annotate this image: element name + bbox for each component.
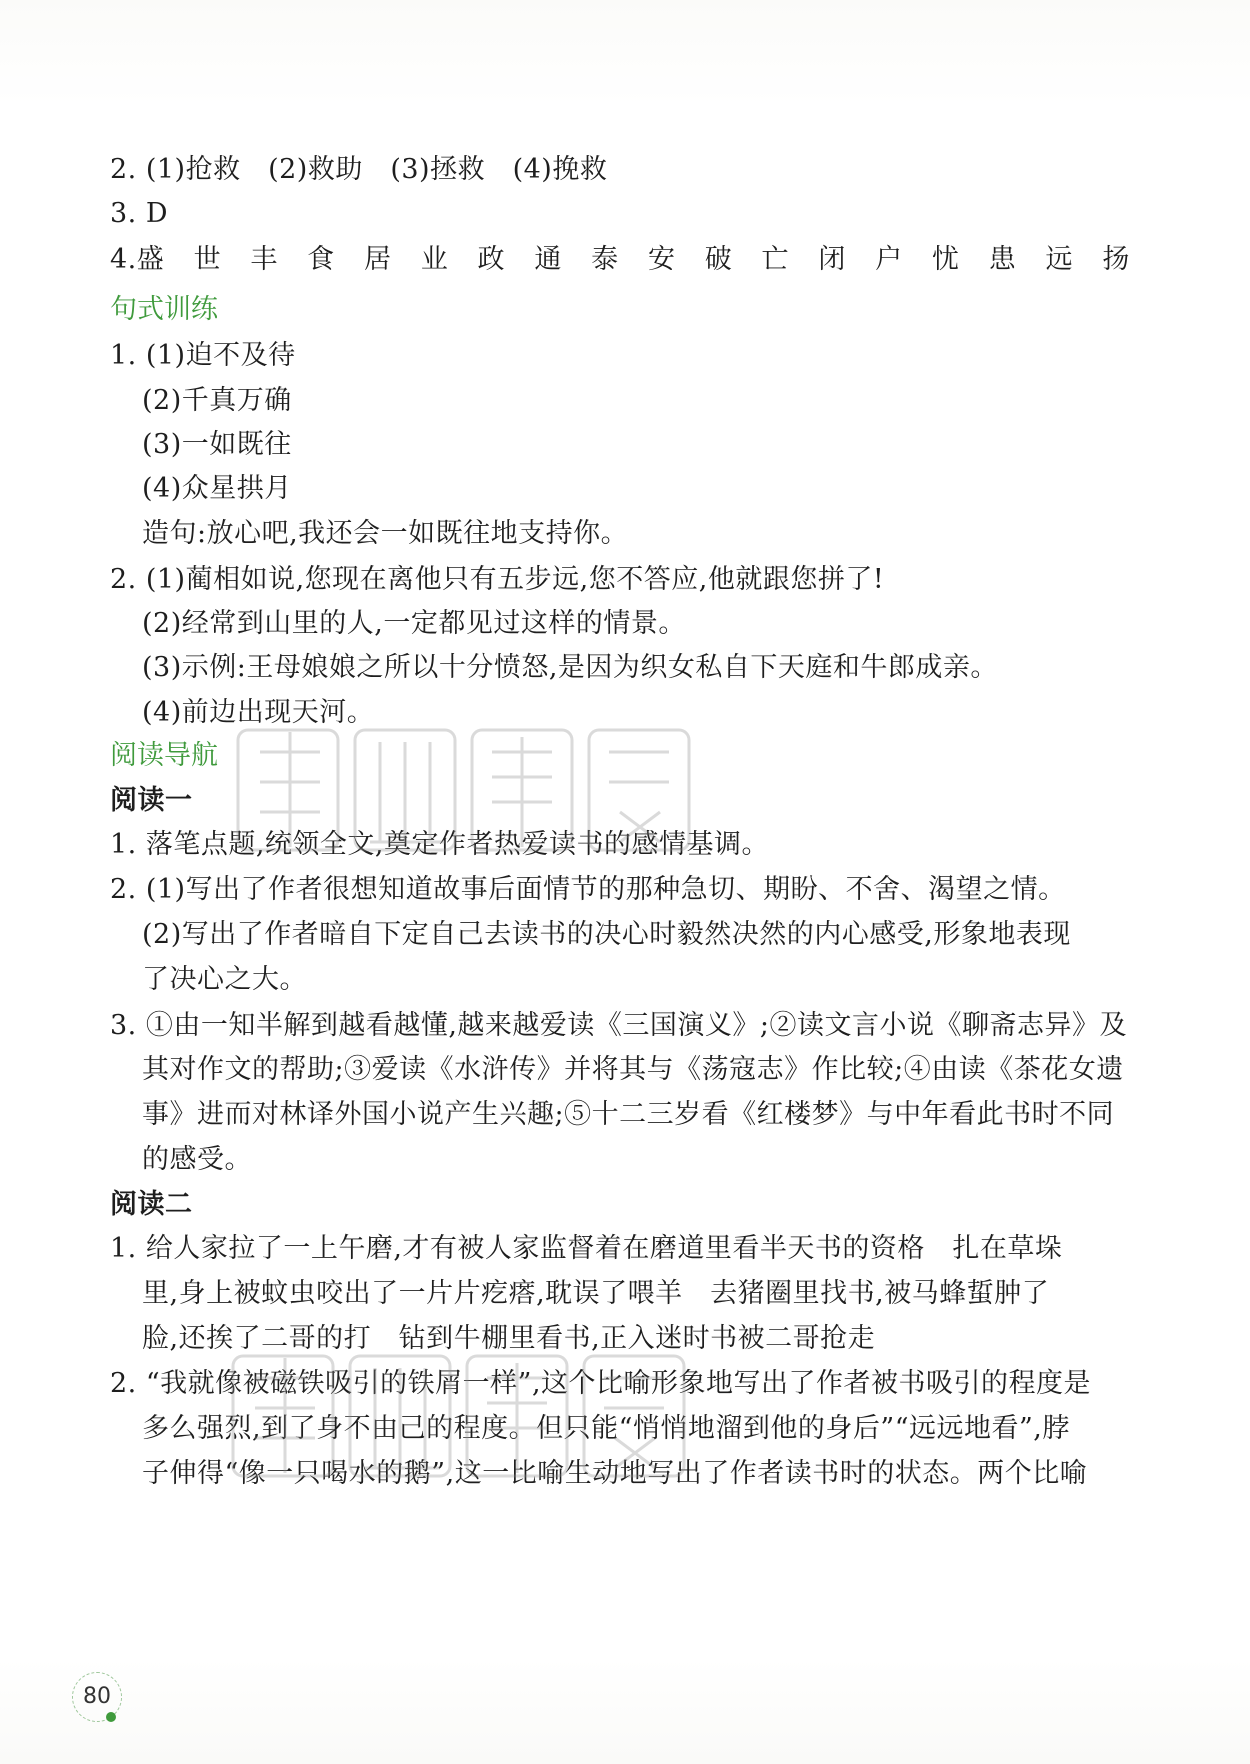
vocab-q4-char: 忧 <box>931 244 960 275</box>
vocab-q4-row <box>110 242 1130 278</box>
vocab-q4-char: 破 <box>704 244 733 275</box>
reading-two-q1-c: 脸,还挨了二哥的打 钻到牛棚里看书,正入迷时书被二哥抢走 <box>142 1323 876 1354</box>
reading-two-q2-b: 多么强烈,到了身不由己的程度。但只能“悄悄地溜到他的身后”“远远地看”,脖 <box>142 1413 1070 1444</box>
page-number-dot <box>106 1712 116 1722</box>
vocab-q4-char: 食 <box>307 244 335 275</box>
reading-one-q2-1: 2. (1)写出了作者很想知道故事后面情节的那种急切、期盼、不舍、渴望之情。 <box>110 874 1066 905</box>
sentence-q1-1: 1. (1)迫不及待 <box>110 340 296 371</box>
vocab-q4-char: 安 <box>647 244 676 275</box>
sentence-q1-3: (3)一如既往 <box>142 429 292 460</box>
vocab-q4 <box>110 242 1140 278</box>
reading-one-q3-c: 事》进而对林译外国小说产生兴趣;⑤十二三岁看《红楼梦》与中年看此书时不同 <box>142 1099 1115 1130</box>
reading-one-q3-b: 其对作文的帮助;③爱读《水浒传》并将其与《荡寇志》作比较;④由读《茶花女遗 <box>142 1054 1124 1085</box>
reading-one-q3-a: 3. ①由一知半解到越看越懂,越来越爱读《三国演义》;②读文言小说《聊斋志异》及 <box>110 1010 1128 1041</box>
reading-two-title: 阅读二 <box>110 1189 193 1220</box>
vocab-q4-char: 亡 <box>761 244 790 275</box>
section-heading-sentence-training: 句式训练 <box>110 294 218 325</box>
sentence-q2-4: (4)前边出现天河。 <box>142 697 375 728</box>
vocab-q4-char: 居 <box>363 244 392 275</box>
vocab-q4-char: 通 <box>534 244 562 275</box>
vocab-q4-char: 闭 <box>818 244 846 275</box>
reading-one-q2-2a: (2)写出了作者暗自下定自己去读书的决心时毅然决然的内心感受,形象地表现 <box>142 919 1071 950</box>
vocab-q4-prefix: 4.盛 <box>110 244 165 275</box>
vocab-q4-char: 患 <box>988 244 1017 275</box>
reading-one-title: 阅读一 <box>110 785 193 816</box>
sentence-q2-3: (3)示例:王母娘娘之所以十分愤怒,是因为织女私自下天庭和牛郎成亲。 <box>142 652 998 683</box>
vocab-q4-char: 丰 <box>250 244 278 275</box>
vocab-q3: 3. D <box>110 198 168 229</box>
vocab-q4-char: 远 <box>1045 244 1074 275</box>
vocab-q4-char: 业 <box>420 244 449 275</box>
vocab-q4-char: 泰 <box>591 244 619 275</box>
sentence-q2-1: 2. (1)蔺相如说,您现在离他只有五步远,您不答应,他就跟您拼了! <box>110 564 885 595</box>
section-heading-reading: 阅读导航 <box>110 740 218 771</box>
sentence-q1-4: (4)众星拱月 <box>142 473 292 504</box>
reading-one-q2-2b: 了决心之大。 <box>142 964 307 995</box>
reading-one-q1: 1. 落笔点题,统领全文,奠定作者热爱读书的感情基调。 <box>110 829 770 860</box>
page-number: 80 <box>72 1672 122 1722</box>
reading-two-q2-c: 子伸得“像一只喝水的鹅”,这一比喻生动地写出了作者读书时的状态。两个比喻 <box>142 1458 1088 1489</box>
reading-two-q1-b: 里,身上被蚊虫咬出了一片片疙瘩,耽误了喂羊 去猪圈里找书,被马蜂蜇肿了 <box>142 1278 1050 1309</box>
vocab-q4-char: 世 <box>193 244 222 275</box>
sentence-q1-2: (2)千真万确 <box>142 385 292 416</box>
reading-two-q2-a: 2. “我就像被磁铁吸引的铁屑一样”,这个比喻形象地写出了作者被书吸引的程度是 <box>110 1368 1092 1399</box>
sentence-q1-make: 造句:放心吧,我还会一如既往地支持你。 <box>142 518 629 549</box>
vocab-q2: 2. (1)抢救 (2)救助 (3)拯救 (4)挽救 <box>110 154 608 185</box>
sentence-q2-2: (2)经常到山里的人,一定都见过这样的情景。 <box>142 608 686 639</box>
vocab-q4-char: 扬 <box>1102 244 1130 275</box>
vocab-q4-char: 政 <box>477 244 506 275</box>
reading-one-q3-d: 的感受。 <box>142 1144 252 1175</box>
vocab-q4-char: 户 <box>875 244 903 275</box>
reading-two-q1-a: 1. 给人家拉了一上午磨,才有被人家监督着在磨道里看半天书的资格 扎在草垛 <box>110 1233 1063 1264</box>
